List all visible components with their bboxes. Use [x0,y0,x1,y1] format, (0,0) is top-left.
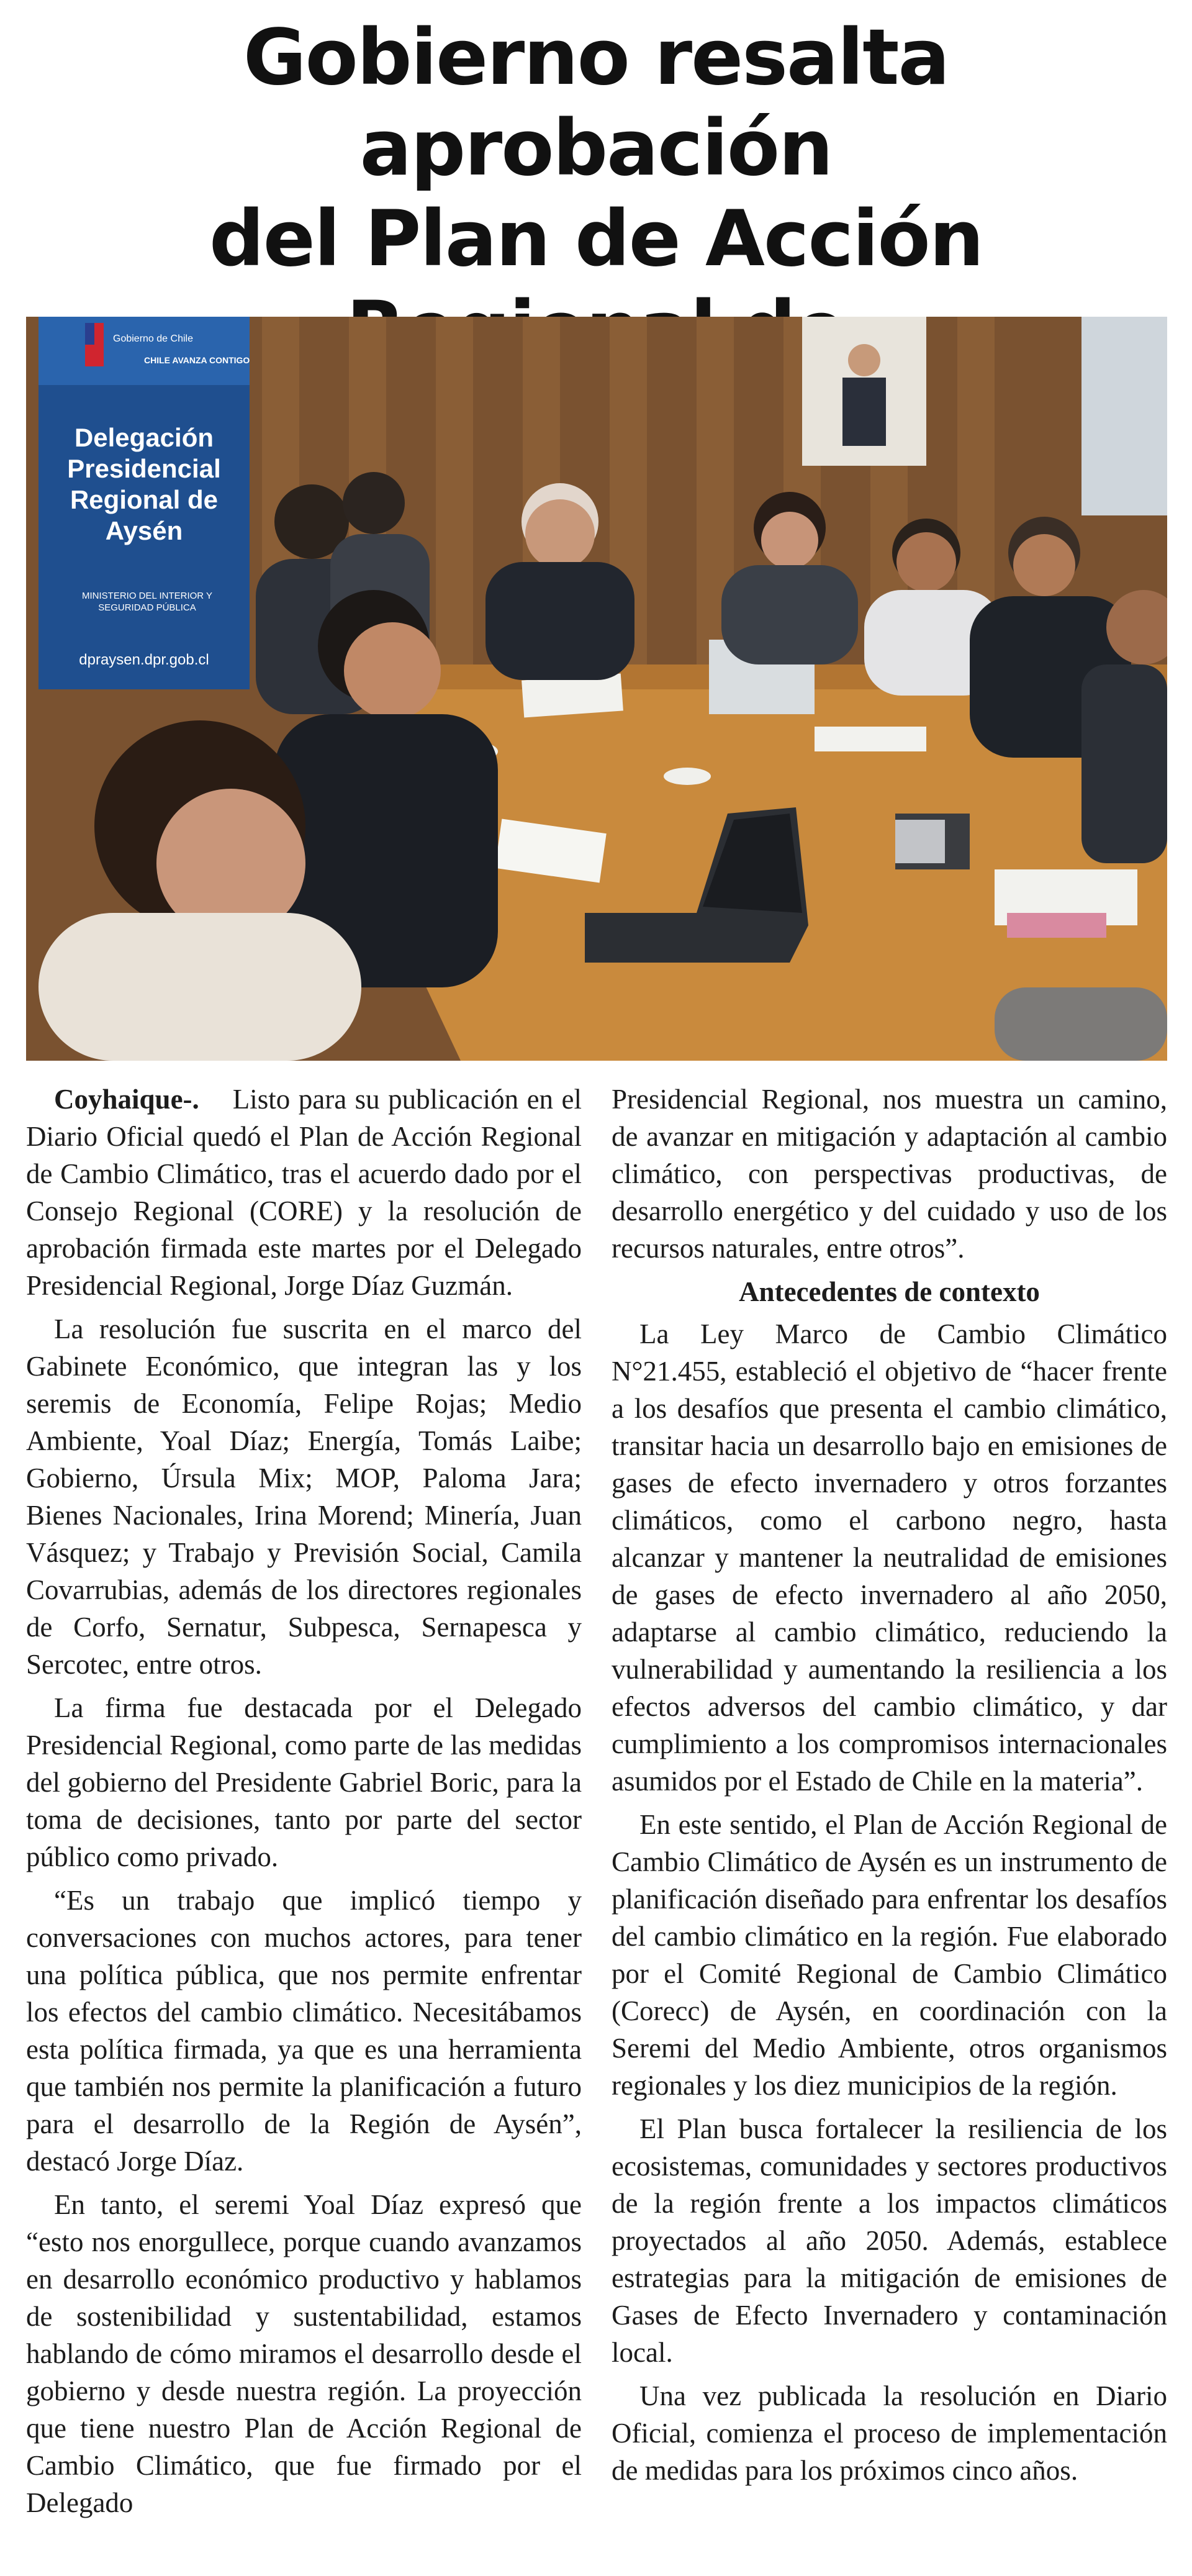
banner-logo-text: Gobierno de Chile [113,333,193,344]
article-paragraph-1 [26,1081,582,1304]
article-paragraph-4: “Es un trabajo que implicó tiempo y conversaciones con muchos actores, para tener una política pública, que nos permite enfrentar los efectos del cambio climático. Necesitábamos esta política firmada, ya que es una herramienta que también nos permite la planificación a futuro para el desarrollo de la Región de Aysén”, destacó Jorge Díaz. [26,1885,582,2177]
meeting-photo-illustration [26,317,1167,1061]
article-column-left [26,1081,582,2559]
article-paragraph-1-body: Listo para su publicación en el Diario Oficial quedó el Plan de Acción Regional de Cambio Climático, tras el acuerdo dado por el Consejo Regional (CORE) y la resolución de aprobación firmada este martes por el Delegado Presidencial Regional, Jorge Díaz Guzmán. [26,1084,582,1301]
banner-ministry: MINISTERIO DEL INTERIOR Y SEGURIDAD PÚBLICA [81,591,213,613]
headline-line-2: del Plan de Acción [209,194,983,284]
banner-slogan: CHILE AVANZA CONTIGO [144,355,250,365]
dateline: Coyhaique-. [54,1084,199,1115]
banner-title: Delegación Presidencial Regional de Aysén [67,423,221,545]
article-paragraph-6: La Ley Marco de Cambio Climático N°21.455, estableció el objetivo de “hacer frente a los desafíos que presenta el cambio climático, transitar hacia un desarrollo bajo en emisiones de gases de efecto invernadero y otros forzantes climáticos, como el carbono negro, hasta alcanzar y mantener la neutralidad de emisiones de gases de efecto invernadero al año 2050, adaptarse al cambio climático, reduciendo la vulnerabilidad y aumentando la resiliencia a los efectos adversos del cambio climático, y dar cumplimiento a los compromisos internacionales asumidos por el Estado de Chile en la materia”. [612,1318,1167,1797]
article-column-right [612,1081,1167,2559]
article-paragraph-5: En tanto, el seremi Yoal Díaz expresó que “esto nos enorgullece, porque cuando avanzamos en desarrollo económico productivo y hablamos de sostenibilidad y sustentabilidad, estamos hablando de cómo miramos el desarrollo desde el gobierno y desde nuestra región. La proyección que tiene nuestro Plan de Acción Regional de Cambio Climático, que fue firmado por el Delegado [26,2189,582,2518]
banner-url: dpraysen.dpr.gob.cl [79,651,209,668]
meeting-photo [26,317,1167,1061]
article-paragraph-9: Una vez publicada la resolución en Diario Oficial, comienza el proceso de implementación de medidas para los próximos cinco años. [612,2380,1167,2486]
article-paragraph-3: La firma fue destacada por el Delegado Presidencial Regional, como parte de las medidas del gobierno del Presidente Gabriel Boric, para la toma de decisiones, tanto por parte del sector público como privado. [26,1692,582,1872]
headline-line-1: Gobierno resalta aprobación [243,13,949,193]
article-paragraph-7: En este sentido, el Plan de Acción Regional de Cambio Climático de Aysén es un instrumento de planificación diseñado para enfrentar los desafíos del cambio climático en la región. Fue elaborado por el Comité Regional de Cambio Climático (Corecc) de Aysén, en coordinación con la Seremi del Medio Ambiente, otros organismos regionales y los diez municipios de la región. [612,1809,1167,2101]
section-subhead: Antecedentes de contexto [739,1276,1040,1307]
article-paragraph-2: La resolución fue suscrita en el marco del Gabinete Económico, que integran las y los seremis de Economía, Felipe Rojas; Medio Ambiente, Yoal Díaz; Energía, Tomás Laibe; Gobierno, Úrsula Mix; MOP, Paloma Jara; Bienes Nacionales, Irina Morend; Minería, Juan Vásquez; y Trabajo y Previsión Social, Camila Covarrubias, además de los directores regionales de Corfo, Sernatur, Subpesca, Sernapesca y Sercotec, entre otros. [26,1313,582,1680]
article-paragraph-8: El Plan busca fortalecer la resiliencia de los ecosistemas, comunidades y sectores productivos de la región frente a los impactos climáticos proyectados al año 2050. Además, establece estrategias para la mitigación de emisiones de Gases de Efecto Invernadero y contaminación local. [612,2113,1167,2368]
article-paragraph-5-continued: Presidencial Regional, nos muestra un camino, de avanzar en mitigación y adaptación al cambio climático, con perspectivas productivas, de desarrollo energético y del cuidado y uso de los recursos naturales, entre otros”. [612,1084,1167,1264]
